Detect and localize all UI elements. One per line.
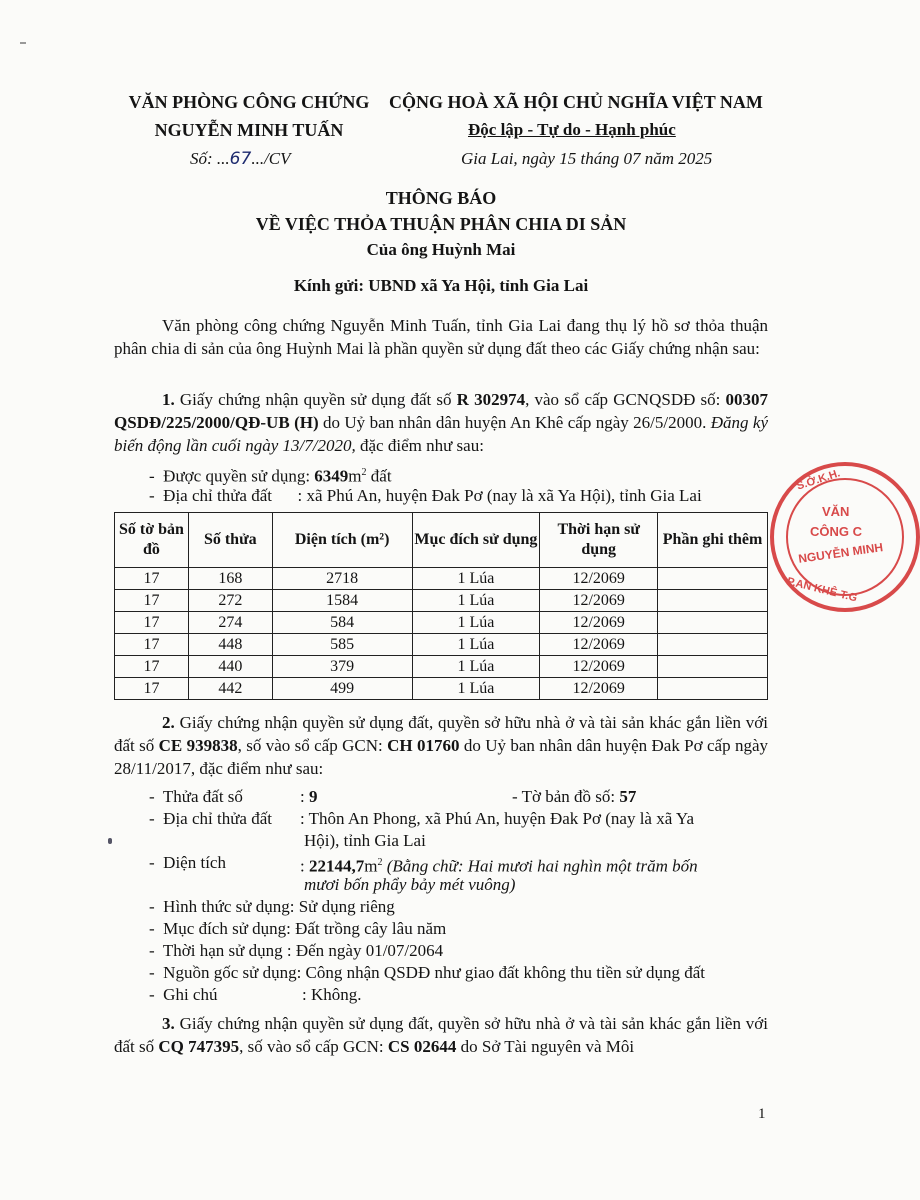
cell: 17 [115,656,189,678]
cert3-paragraph: 3. Giấy chứng nhận quyền sử dụng đất, quyền sở hữu nhà ở và tài sản khác gắn liền với đất số CQ 747395, số vào sổ cấp GCN: CS 02644 do Sở Tài nguyên và Môi [114,1014,768,1056]
table-row [115,568,768,590]
nation-motto: Độc lập - Tự do - Hạnh phúc [468,120,676,139]
col-header-area: Diện tích (m²) [272,513,412,568]
cert2-area-value: : $22144,7m^2$ (Bằng chữ: Hai mươi hai nghìn một trăm bốn [300,856,698,876]
recipient: Kính gửi: UBND xã Ya Hội, tỉnh Gia Lai [293,276,589,295]
page-number: 1 [758,1106,766,1122]
cert2-paragraph: 2. Giấy chứng nhận quyền sử dụng đất, quyền sở hữu nhà ở và tài sản khác gắn liền với đất số CE 939838, số vào sổ cấp GCN: CH 01760 do Uỷ ban nhân dân huyện Đak Pơ cấp ngày 28/11/2017, đặc điểm như sau: [114,713,769,778]
cert2-bullet-term: - Thời hạn sử dụng : Đến ngày 01/07/2064 [149,941,444,960]
cell: 17 [115,678,189,700]
cell: 12/2069 [540,656,658,678]
cert1-bullet-address: - Địa chỉ thửa đất : xã Phú An, huyện Đak Pơ (nay là xã Ya Hội), tỉnh Gia Lai [149,486,702,505]
table-header-row [115,513,768,568]
nation-name: CỘNG HOÀ XÃ HỘI CHỦ NGHĨA VIỆT NAM [389,92,763,112]
cert2-bullet-form: - Hình thức sử dụng: Sử dụng riêng [149,897,395,916]
col-header-term: Thời hạn sử dụng [540,513,658,568]
cert2-area-words-line2: mươi bốn phẩy bảy mét vuông) [304,875,516,894]
cell: 1 Lúa [412,568,540,590]
cell [658,634,768,656]
seal-text-c: NGUYỄN MINH [797,540,884,566]
cell: 1 Lúa [412,634,540,656]
col-header-purpose: Mục đích sử dụng [412,513,540,568]
cell [658,656,768,678]
cell: 584 [272,612,412,634]
cell: 272 [188,590,272,612]
cert2-bullet-area: - Diện tích [149,853,226,872]
table-row [115,634,768,656]
handwritten-ref-number: 67 [229,149,252,169]
cert1-bullet-area: - Được quyền sử dụng: $6349m^2$ đất [149,466,392,486]
scan-speck [20,42,26,44]
cell: 168 [188,568,272,590]
intro-paragraph: Văn phòng công chứng Nguyễn Minh Tuấn, tỉnh Gia Lai đang thụ lý hồ sơ thỏa thuận phân chia di sản của ông Huỳnh Mai là phần quyền sử dụng đất theo các Giấy chứng nhận sau: [114,316,768,358]
table-row [115,612,768,634]
cell [658,678,768,700]
cell: 17 [115,590,189,612]
seal-text-top: S.Ở.K.H. [795,467,842,493]
cell: 17 [115,612,189,634]
table-row [115,656,768,678]
cert2-note-value: : Không. [302,985,362,1004]
doc-title: THÔNG BÁO [385,188,497,208]
seal-text-bottom: P.AN KHÊ-T.G [785,575,859,605]
cell: 448 [188,634,272,656]
cell [658,568,768,590]
cell: 442 [188,678,272,700]
cell: 2718 [272,568,412,590]
org-name-line1: VĂN PHÒNG CÔNG CHỨNG [128,92,370,112]
cell: 585 [272,634,412,656]
cell: 12/2069 [540,612,658,634]
cert2-address-line1: : Thôn An Phong, xã Phú An, huyện Đak Pơ (nay là xã Ya [300,809,695,828]
place-date: Gia Lai, ngày 15 tháng 07 năm 2025 [461,149,713,168]
cell [658,590,768,612]
table-row [115,678,768,700]
cert2-address-line2: Hội), tỉnh Gia Lai [304,831,426,850]
cell: 499 [272,678,412,700]
cert2-bullet-parcel: - Thửa đất số [149,787,243,806]
doc-subject-person: Của ông Huỳnh Mai [366,240,516,259]
table-row [115,590,768,612]
parcel-table [114,512,768,700]
cert2-bullet-purpose: - Mục đích sử dụng: Đất trồng cây lâu năm [149,919,447,938]
org-name-line2: NGUYỄN MINH TUẤN [154,120,344,140]
seal-text-b: CÔNG C [810,524,862,539]
col-header-map-sheet: Số tờ bản đồ [115,513,189,568]
reference-number: Số: ...67.../CV [190,149,291,169]
doc-subject: VỀ VIỆC THỎA THUẬN PHÂN CHIA DI SẢN [255,214,627,234]
cell: 12/2069 [540,678,658,700]
cert2-bullet-origin: - Nguồn gốc sử dụng: Công nhận QSDĐ như giao đất không thu tiền sử dụng đất [149,963,706,982]
cell: 1 Lúa [412,590,540,612]
cert2-bullet-address: - Địa chỉ thửa đất [149,809,272,828]
cell [658,612,768,634]
cert1-paragraph: 1. Giấy chứng nhận quyền sử dụng đất số R 302974, vào sổ cấp GCNQSDĐ số: 00307 QSDĐ/225/2000/QĐ-UB (H) do Uỷ ban nhân dân huyện An Khê cấp ngày 26/5/2000. Đăng ký biến động lần cuối ngày 13/7/2020, đặc điểm như sau: [114,390,769,455]
col-header-notes: Phần ghi thêm [658,513,768,568]
cell: 1584 [272,590,412,612]
col-header-parcel: Số thửa [188,513,272,568]
cell: 12/2069 [540,634,658,656]
scan-speck [108,838,112,844]
cell: 17 [115,634,189,656]
cell: 1 Lúa [412,678,540,700]
official-seal [770,462,920,612]
cell: 12/2069 [540,568,658,590]
cert2-parcel-value: : 9 [300,787,318,806]
cell: 12/2069 [540,590,658,612]
cell: 17 [115,568,189,590]
seal-text-a: VĂN [822,504,850,519]
cell: 274 [188,612,272,634]
cell: 440 [188,656,272,678]
cell: 1 Lúa [412,656,540,678]
cert2-bullet-note: - Ghi chú [149,985,218,1004]
cell: 1 Lúa [412,612,540,634]
cell: 379 [272,656,412,678]
cert2-sheet: - Tờ bản đồ số: 57 [512,787,637,806]
